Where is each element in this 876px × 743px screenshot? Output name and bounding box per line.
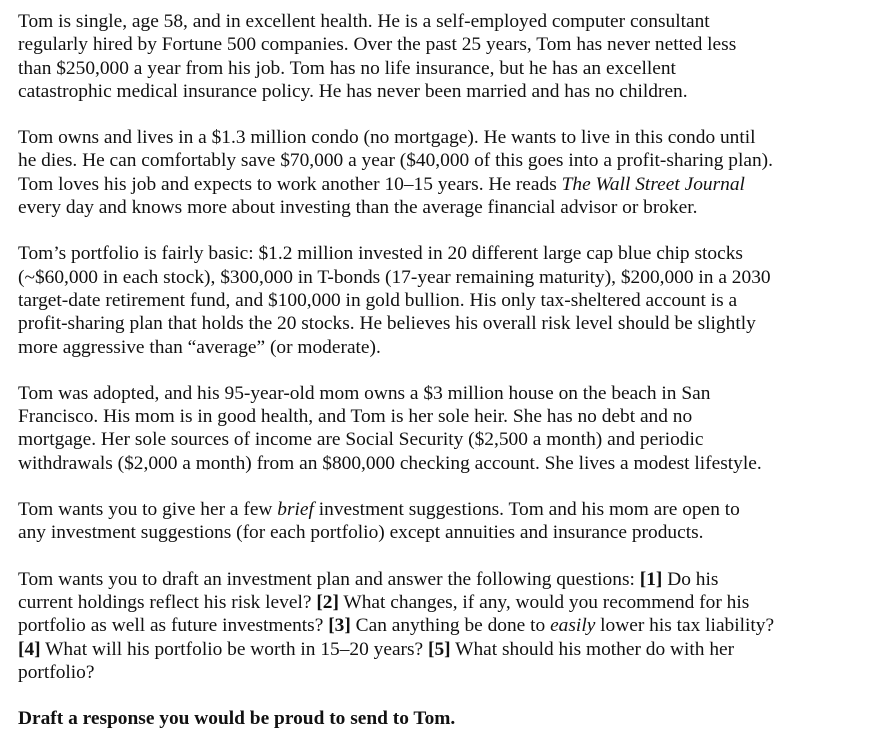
text-run: current holdings reflect his risk level? — [18, 591, 317, 613]
text-line: target-date retirement fund, and $100,000 in gold bullion. His only tax-sheltered account is a — [18, 289, 738, 311]
paragraph-portfolio — [18, 242, 863, 358]
question-number: [4] — [18, 638, 41, 660]
text-line: Tom owns and lives in a $1.3 million condo (no mortgage). He wants to live in this condo until — [18, 127, 756, 149]
text-run: lower his tax liability? — [595, 615, 775, 637]
text-line: withdrawals ($2,000 a month) from an $800,000 checking account. She lives a modest lifestyle. — [18, 452, 762, 474]
question-number: [3] — [328, 615, 351, 637]
publication-title: The Wall Street Journal — [561, 173, 745, 195]
closing-instruction — [18, 707, 863, 730]
text-line: any investment suggestions (for each portfolio) except annuities and insurance products. — [18, 522, 704, 544]
text-line — [18, 638, 863, 661]
text-run: portfolio? — [18, 661, 95, 683]
text-run: What should his mother do with her — [450, 638, 735, 660]
emphasis-text: easily — [550, 615, 596, 637]
paragraph-suggestions — [18, 498, 863, 545]
text-run: Tom wants you to give her a few — [18, 499, 278, 521]
text-line: mortgage. Her sole sources of income are Social Security ($2,500 a month) and periodic — [18, 429, 704, 451]
question-number: [5] — [428, 638, 451, 660]
emphasis-text: brief — [277, 499, 314, 521]
text-run: portfolio as well as future investments? — [18, 615, 329, 637]
paragraph-questions — [18, 568, 863, 684]
text-line — [18, 661, 863, 684]
text-line: more aggressive than “average” (or moderate). — [18, 336, 381, 358]
text-line: than $250,000 a year from his job. Tom has no life insurance, but he has an excellent — [18, 57, 676, 79]
text-run: Tom loves his job and expects to work another 10–15 years. He reads — [18, 173, 562, 195]
text-line — [18, 173, 863, 196]
paragraph-condo-savings — [18, 126, 863, 219]
text-line: profit-sharing plan that holds the 20 stocks. He believes his overall risk level should be slightly — [18, 313, 756, 335]
text-line: regularly hired by Fortune 500 companies. Over the past 25 years, Tom has never netted less — [18, 34, 737, 56]
text-line — [18, 568, 863, 591]
text-run: investment suggestions. Tom and his mom are open to — [313, 499, 740, 521]
text-line: Francisco. His mom is in good health, and Tom is her sole heir. She has no debt and no — [18, 406, 693, 428]
paragraph-profile — [18, 10, 863, 103]
question-number: [1] — [639, 568, 663, 590]
text-line: Tom was adopted, and his 95-year-old mom owns a $3 million house on the beach in San — [18, 382, 711, 404]
paragraph-mother — [18, 382, 863, 475]
text-line: (~$60,000 in each stock), $300,000 in T-bonds (17-year remaining maturity), $200,000 in a 2030 — [18, 266, 771, 288]
question-number: [2] — [316, 591, 339, 613]
document-body — [18, 10, 863, 730]
text-run: What changes, if any, would you recommend for his — [338, 591, 750, 613]
text-line — [18, 498, 863, 521]
text-line: catastrophic medical insurance policy. He has never been married and has no children. — [18, 80, 688, 102]
text-run: Tom wants you to draft an investment plan and answer the following questions: — [18, 568, 640, 590]
text-line: Draft a response you would be proud to send to Tom. — [18, 708, 456, 730]
text-run: Do his — [662, 568, 719, 590]
text-line — [18, 591, 863, 614]
text-line: every day and knows more about investing than the average financial advisor or broker. — [18, 197, 698, 219]
text-line: Tom’s portfolio is fairly basic: $1.2 million invested in 20 different large cap blue chip stocks — [18, 243, 743, 265]
text-run: Can anything be done to — [350, 615, 551, 637]
text-run: What will his portfolio be worth in 15–20 years? — [40, 638, 429, 660]
text-line: Tom is single, age 58, and in excellent health. He is a self-employed computer consultant — [18, 11, 710, 32]
text-line: he dies. He can comfortably save $70,000 a year ($40,000 of this goes into a profit-sharing plan). — [18, 150, 773, 172]
text-line — [18, 614, 863, 637]
